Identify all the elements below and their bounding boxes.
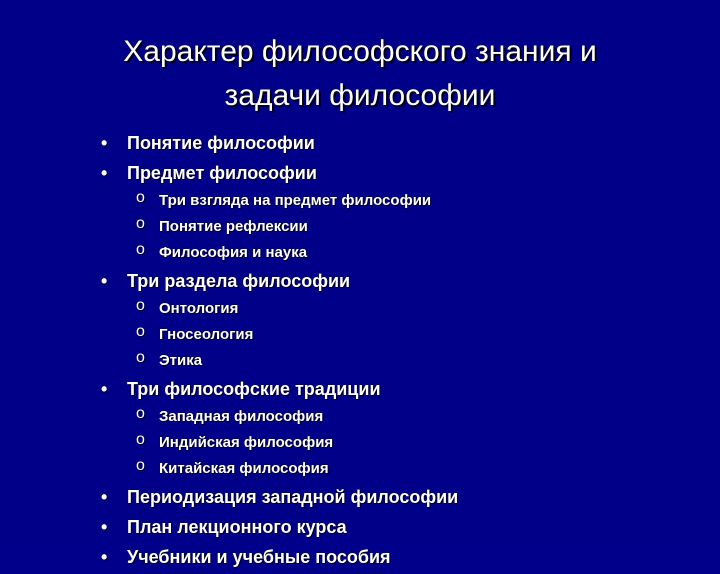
circle-bullet-icon: o <box>136 405 145 422</box>
bullet-item <box>101 160 681 190</box>
bullet-item <box>101 130 681 160</box>
bullet-item <box>101 484 681 514</box>
circle-bullet-icon: o <box>136 349 145 366</box>
sub-bullet-label: Философия и наука <box>159 244 308 261</box>
bullet-list <box>101 130 681 574</box>
sub-bullet-item <box>101 216 681 242</box>
sub-bullet-item <box>101 458 681 484</box>
circle-bullet-icon: o <box>136 323 145 340</box>
bullet-label: Понятие философии <box>127 133 315 153</box>
slide-title-line-2: задачи философии <box>224 79 496 112</box>
bullet-label: Учебники и учебные пособия <box>127 547 391 567</box>
bullet-dot-icon: • <box>101 487 108 507</box>
bullet-item <box>101 268 681 298</box>
circle-bullet-icon: o <box>136 241 145 258</box>
sub-bullet-label: Три взгляда на предмет философии <box>159 192 432 209</box>
bullet-label: Периодизация западной философии <box>127 487 459 507</box>
circle-bullet-icon: o <box>136 431 145 448</box>
circle-bullet-icon: o <box>136 457 145 474</box>
sub-bullet-label: Китайская философия <box>159 460 329 477</box>
bullet-item <box>101 376 681 406</box>
sub-bullet-item <box>101 406 681 432</box>
circle-bullet-icon: o <box>136 297 145 314</box>
sub-bullet-label: Гносеология <box>159 326 254 343</box>
bullet-dot-icon: • <box>101 163 108 183</box>
bullet-item <box>101 514 681 544</box>
sub-bullet-item <box>101 190 681 216</box>
sub-bullet-item <box>101 298 681 324</box>
bullet-item <box>101 544 681 574</box>
bullet-dot-icon: • <box>101 547 108 567</box>
slide-title <box>40 30 680 118</box>
bullet-dot-icon: • <box>101 133 108 153</box>
sub-bullet-label: Онтология <box>159 300 239 317</box>
slide-title-line-1: Характер философского знания и <box>123 35 597 68</box>
sub-bullet-label: Западная философия <box>159 408 324 425</box>
bullet-dot-icon: • <box>101 517 108 537</box>
circle-bullet-icon: o <box>136 189 145 206</box>
bullet-label: Три раздела философии <box>127 271 351 291</box>
sub-bullet-item <box>101 350 681 376</box>
sub-bullet-label: Понятие рефлексии <box>159 218 308 235</box>
bullet-label: План лекционного курса <box>127 517 347 537</box>
bullet-dot-icon: • <box>101 379 108 399</box>
circle-bullet-icon: o <box>136 215 145 232</box>
bullet-label: Предмет философии <box>127 163 317 183</box>
sub-bullet-item <box>101 324 681 350</box>
bullet-dot-icon: • <box>101 271 108 291</box>
sub-bullet-label: Этика <box>159 352 203 369</box>
sub-bullet-item <box>101 242 681 268</box>
sub-bullet-item <box>101 432 681 458</box>
bullet-label: Три философские традиции <box>127 379 381 399</box>
sub-bullet-label: Индийская философия <box>159 434 334 451</box>
